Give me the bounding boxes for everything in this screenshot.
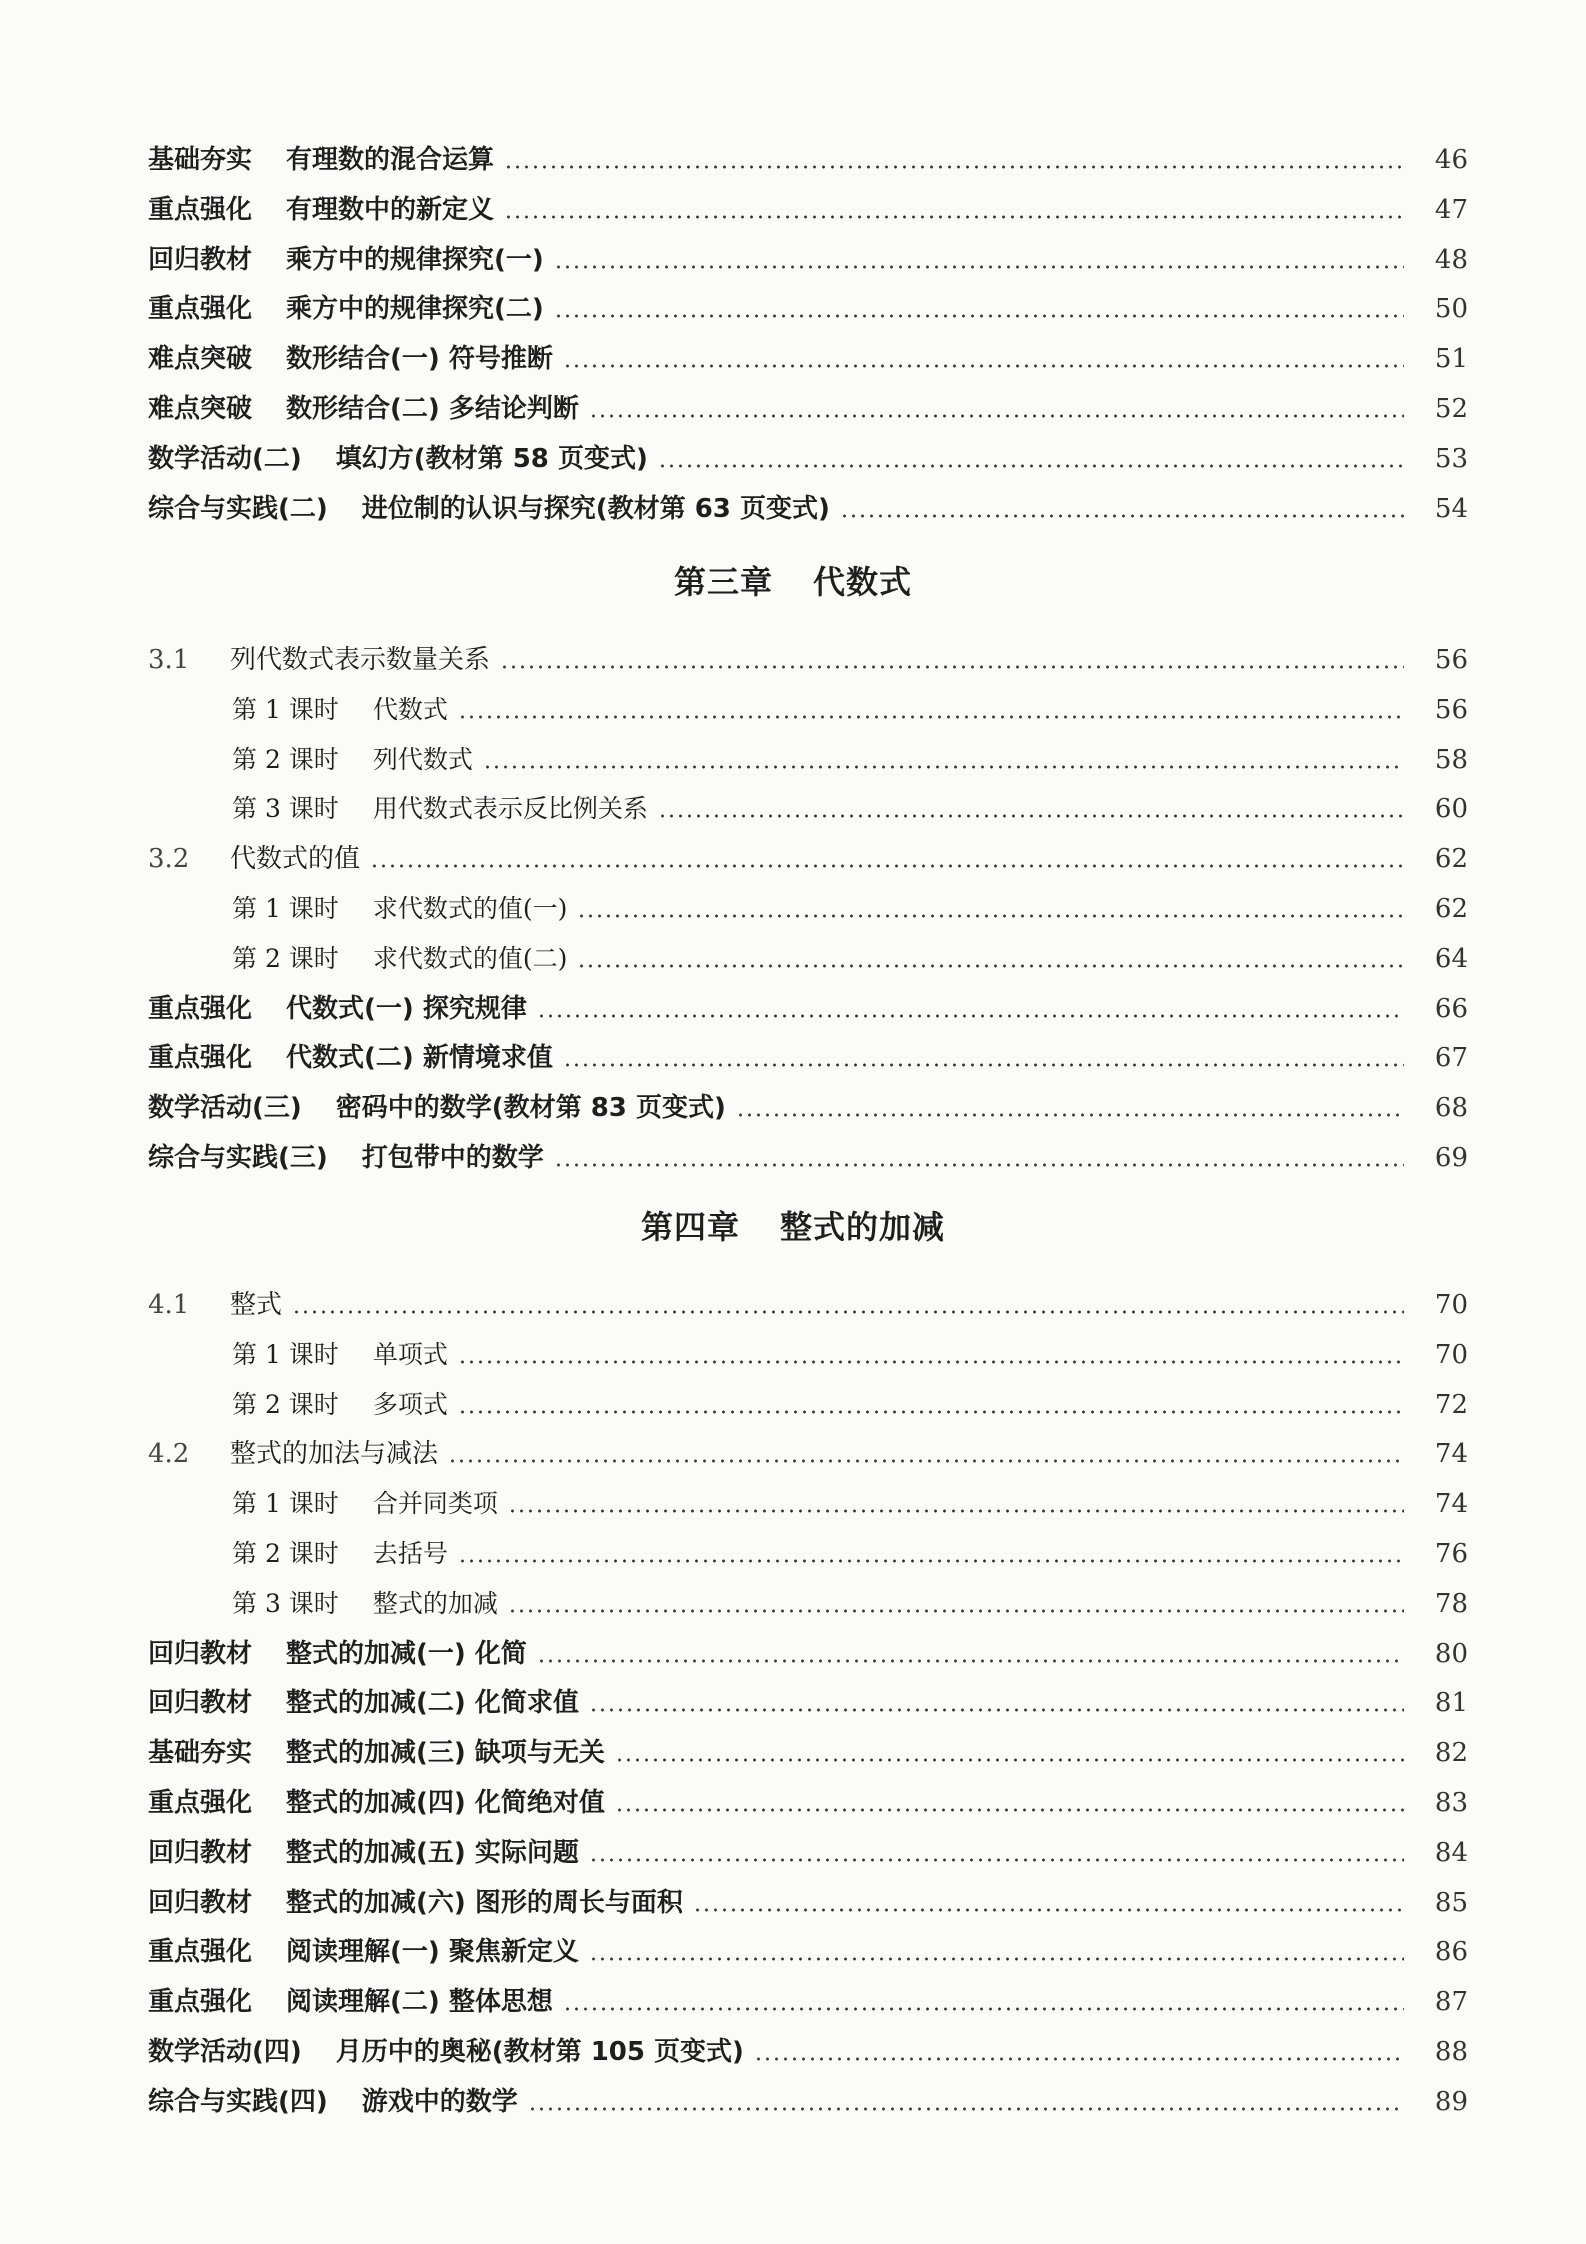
toc-section-entry[interactable] [148,839,1468,879]
entry-tag: 回归教材 [148,1638,253,1669]
lesson-title: 求代数式的值(二) [372,943,568,973]
toc-entry[interactable] [148,1982,1468,2022]
entry-label [232,740,473,780]
page-number: 74 [1434,1439,1468,1470]
page-number: 66 [1434,993,1468,1024]
entry-tag: 难点突破 [148,394,253,424]
chapter-name: 代数式 [813,563,913,601]
entry-title: 有理数中的新定义 [286,194,495,225]
page-number: 76 [1434,1539,1468,1569]
entry-tag: 综合与实践(二) [148,493,328,524]
entry-label [148,839,360,879]
toc-entry[interactable] [148,489,1468,529]
toc-entry[interactable] [148,2032,1468,2072]
entry-tag: 重点强化 [148,1987,253,2018]
lesson-label: 第 1 课时 [232,1339,339,1369]
dot-leader [577,964,1404,968]
toc-entry[interactable] [148,1783,1468,1823]
dot-leader [458,1410,1404,1414]
entry-tag: 综合与实践(四) [148,2086,328,2117]
page-number: 70 [1434,1339,1468,1370]
page-number: 81 [1434,1688,1468,1719]
dot-leader [693,1908,1404,1912]
page-number: 56 [1434,645,1468,675]
page-number: 46 [1434,145,1468,175]
page-number: 60 [1434,794,1468,825]
dot-leader [508,1509,1404,1513]
page-number: 64 [1434,943,1468,974]
entry-tag: 数学活动(二) [148,443,302,474]
entry-title: 整式的加减(六) 图形的周长与面积 [286,1887,683,1918]
lesson-title: 代数式 [372,694,448,724]
entry-label [148,1285,282,1325]
entry-label [148,1783,605,1823]
toc-lesson-entry[interactable] [232,1385,1468,1425]
dot-leader [563,2007,1404,2011]
toc-lesson-entry[interactable] [232,939,1468,979]
dot-leader [537,1659,1404,1663]
dot-leader [615,1758,1404,1762]
entry-label [148,1733,605,1773]
entry-tag: 重点强化 [148,1043,253,1074]
entry-label [148,1138,544,1178]
dot-leader [589,1858,1404,1862]
entry-tag: 数学活动(四) [148,2037,302,2067]
entry-label [148,489,830,529]
entry-title: 整式的加减(三) 缺项与无关 [286,1738,605,1769]
toc-lesson-entry[interactable] [232,789,1468,829]
entry-title: 打包带中的数学 [361,1143,544,1173]
entry-label [148,140,494,180]
section-title: 整式 [230,1290,283,1320]
dot-leader [840,514,1404,518]
dot-leader [658,814,1404,818]
section-number: 4.2 [148,1439,190,1470]
entry-tag: 回归教材 [148,1887,253,1918]
page-number: 47 [1434,194,1468,225]
lesson-title: 求代数式的值(一) [372,894,568,923]
toc-entry[interactable] [148,289,1468,329]
entry-label [232,939,567,979]
entry-title: 进位制的认识与探究(教材第 63 页变式) [361,493,830,524]
entry-label [148,1683,579,1723]
page-number: 54 [1434,493,1468,524]
toc-entry[interactable] [148,1088,1468,1128]
chapter-heading [0,560,1586,604]
lesson-label: 第 2 课时 [232,1539,339,1568]
entry-label [148,389,579,429]
entry-label [148,1833,579,1873]
toc-section-entry[interactable] [148,1434,1468,1474]
dot-leader [370,864,1404,868]
lesson-title: 合并同类项 [372,1489,498,1519]
entry-label [148,2082,518,2122]
lesson-title: 单项式 [372,1339,448,1369]
dot-leader [563,1063,1404,1067]
toc-section-entry[interactable] [148,1285,1468,1325]
toc-entry[interactable] [148,339,1468,379]
dot-leader [458,715,1404,719]
page-number: 56 [1434,694,1468,725]
toc-entry[interactable] [148,1038,1468,1078]
entry-label [148,1038,553,1078]
dot-leader [554,314,1404,318]
chapter-heading [0,1205,1586,1249]
entry-title: 整式的加减(二) 化简求值 [286,1688,579,1719]
page-number: 85 [1434,1887,1468,1918]
entry-label [148,2032,744,2072]
toc-entry[interactable] [148,989,1468,1029]
entry-label [232,1534,448,1574]
page-number: 50 [1434,294,1468,325]
dot-leader [589,414,1404,418]
entry-label [232,1335,448,1375]
page-number: 84 [1434,1837,1468,1868]
dot-leader [658,464,1404,468]
entry-tag: 重点强化 [148,294,253,325]
chapter-name: 整式的加减 [780,1208,946,1246]
toc-entry[interactable] [148,439,1468,479]
toc-entry[interactable] [148,389,1468,429]
page-number: 78 [1434,1588,1468,1619]
lesson-title: 整式的加减 [372,1588,498,1618]
dot-leader [537,1014,1404,1018]
entry-label [148,1634,527,1674]
section-number: 3.1 [148,645,190,675]
entry-label [148,1982,553,2022]
entry-title: 乘方中的规律探究(一) [286,244,544,275]
dot-leader [736,1113,1404,1117]
page-number: 62 [1434,844,1468,875]
lesson-label: 第 3 课时 [232,794,339,824]
dot-leader [577,914,1404,918]
entry-tag: 重点强化 [148,1937,253,1968]
entry-title: 密码中的数学(教材第 83 页变式) [335,1093,726,1124]
toc-entry[interactable] [148,2082,1468,2122]
dot-leader [458,1559,1404,1563]
lesson-label: 第 2 课时 [232,744,339,774]
entry-title: 填幻方(教材第 58 页变式) [335,443,648,474]
entry-title: 数形结合(一) 符号推断 [286,344,553,375]
lesson-title: 去括号 [372,1539,448,1568]
entry-label [148,1088,726,1128]
entry-title: 阅读理解(一) 聚焦新定义 [286,1937,579,1968]
entry-label [232,690,448,730]
page-number: 87 [1434,1987,1468,2018]
page-number: 70 [1434,1290,1468,1320]
dot-leader [508,1609,1404,1613]
dot-leader [458,1360,1404,1364]
page-number: 86 [1434,1937,1468,1968]
toc-entry[interactable] [148,1833,1468,1873]
dot-leader [504,165,1404,169]
entry-label [148,640,490,680]
page-number: 62 [1434,894,1468,924]
dot-leader [448,1459,1404,1463]
lesson-label: 第 2 课时 [232,1389,339,1419]
page-number: 72 [1434,1389,1468,1420]
entry-label [148,190,494,230]
entry-label [148,1883,683,1923]
toc-entry[interactable] [148,1733,1468,1773]
toc-entry[interactable] [148,1883,1468,1923]
toc-entry[interactable] [148,140,1468,180]
entry-title: 整式的加减(四) 化简绝对值 [286,1788,605,1818]
dot-leader [554,265,1404,269]
page-number: 51 [1434,344,1468,375]
entry-label [148,1932,579,1972]
page-number: 80 [1434,1638,1468,1669]
chapter-number: 第四章 [640,1208,740,1246]
dot-leader [554,1163,1404,1167]
dot-leader [589,1708,1404,1712]
page-number: 83 [1434,1788,1468,1818]
entry-tag: 回归教材 [148,1837,253,1868]
section-number: 3.2 [148,844,190,875]
dot-leader [504,215,1404,219]
toc-entry[interactable] [148,1138,1468,1178]
toc-lesson-entry[interactable] [232,1534,1468,1574]
entry-title: 阅读理解(二) 整体思想 [286,1987,553,2018]
entry-title: 有理数的混合运算 [286,145,495,175]
entry-tag: 重点强化 [148,194,253,225]
lesson-title: 多项式 [372,1389,448,1419]
entry-label [148,439,648,479]
toc-entry[interactable] [148,1634,1468,1674]
entry-title: 月历中的奥秘(教材第 105 页变式) [335,2037,744,2067]
page-number: 58 [1434,744,1468,775]
dot-leader [528,2107,1404,2111]
dot-leader [563,364,1404,368]
page-number: 52 [1434,394,1468,424]
entry-title: 游戏中的数学 [361,2086,518,2117]
dot-leader [754,2057,1404,2061]
page-number: 53 [1434,443,1468,474]
entry-tag: 综合与实践(三) [148,1143,328,1173]
page-number: 74 [1434,1489,1468,1520]
entry-tag: 重点强化 [148,993,253,1024]
entry-label [232,789,648,829]
toc-lesson-entry[interactable] [232,1584,1468,1624]
entry-label [148,289,544,329]
chapter-number: 第三章 [673,563,773,601]
entry-title: 数形结合(二) 多结论判断 [286,394,579,424]
entry-tag: 数学活动(三) [148,1093,302,1124]
lesson-label: 第 2 课时 [232,943,339,973]
entry-tag: 回归教材 [148,244,253,275]
toc-entry[interactable] [148,190,1468,230]
entry-label [232,889,567,929]
entry-label [148,989,527,1029]
page-number: 68 [1434,1093,1468,1124]
page-number: 82 [1434,1738,1468,1769]
toc-lesson-entry[interactable] [232,690,1468,730]
entry-label [148,339,553,379]
lesson-label: 第 3 课时 [232,1588,339,1618]
section-title: 整式的加法与减法 [230,1439,439,1470]
toc-entry[interactable] [148,1932,1468,1972]
section-title: 列代数式表示数量关系 [230,645,491,675]
entry-label [148,1434,438,1474]
entry-tag: 回归教材 [148,1688,253,1719]
entry-tag: 基础夯实 [148,145,253,175]
entry-label [148,240,544,280]
entry-tag: 难点突破 [148,344,253,375]
page-number: 88 [1434,2037,1468,2067]
entry-title: 代数式(二) 新情境求值 [286,1043,553,1074]
toc-entry[interactable] [148,1683,1468,1723]
page-number: 69 [1434,1143,1468,1173]
entry-tag: 基础夯实 [148,1738,253,1769]
entry-title: 整式的加减(一) 化简 [286,1638,527,1669]
page-number: 67 [1434,1043,1468,1074]
dot-leader [292,1310,1404,1314]
entry-tag: 重点强化 [148,1788,253,1818]
toc-entry[interactable] [148,240,1468,280]
page-number: 48 [1434,244,1468,275]
entry-label [232,1484,498,1524]
entry-title: 乘方中的规律探究(二) [286,294,544,325]
toc-lesson-entry[interactable] [232,740,1468,780]
entry-title: 整式的加减(五) 实际问题 [286,1837,579,1868]
toc-lesson-entry[interactable] [232,889,1468,929]
lesson-label: 第 1 课时 [232,894,339,923]
dot-leader [589,1957,1404,1961]
entry-label [232,1385,448,1425]
section-number: 4.1 [148,1290,190,1320]
toc-lesson-entry[interactable] [232,1335,1468,1375]
dot-leader [483,765,1404,769]
lesson-label: 第 1 课时 [232,694,339,724]
lesson-title: 用代数式表示反比例关系 [372,794,648,824]
lesson-title: 列代数式 [372,744,473,774]
dot-leader [500,665,1404,669]
page-number: 89 [1434,2086,1468,2117]
dot-leader [615,1808,1404,1812]
entry-title: 代数式(一) 探究规律 [286,993,527,1024]
section-title: 代数式的值 [230,844,361,875]
entry-label [232,1584,498,1624]
toc-section-entry[interactable] [148,640,1468,680]
toc-lesson-entry[interactable] [232,1484,1468,1524]
lesson-label: 第 1 课时 [232,1489,339,1519]
